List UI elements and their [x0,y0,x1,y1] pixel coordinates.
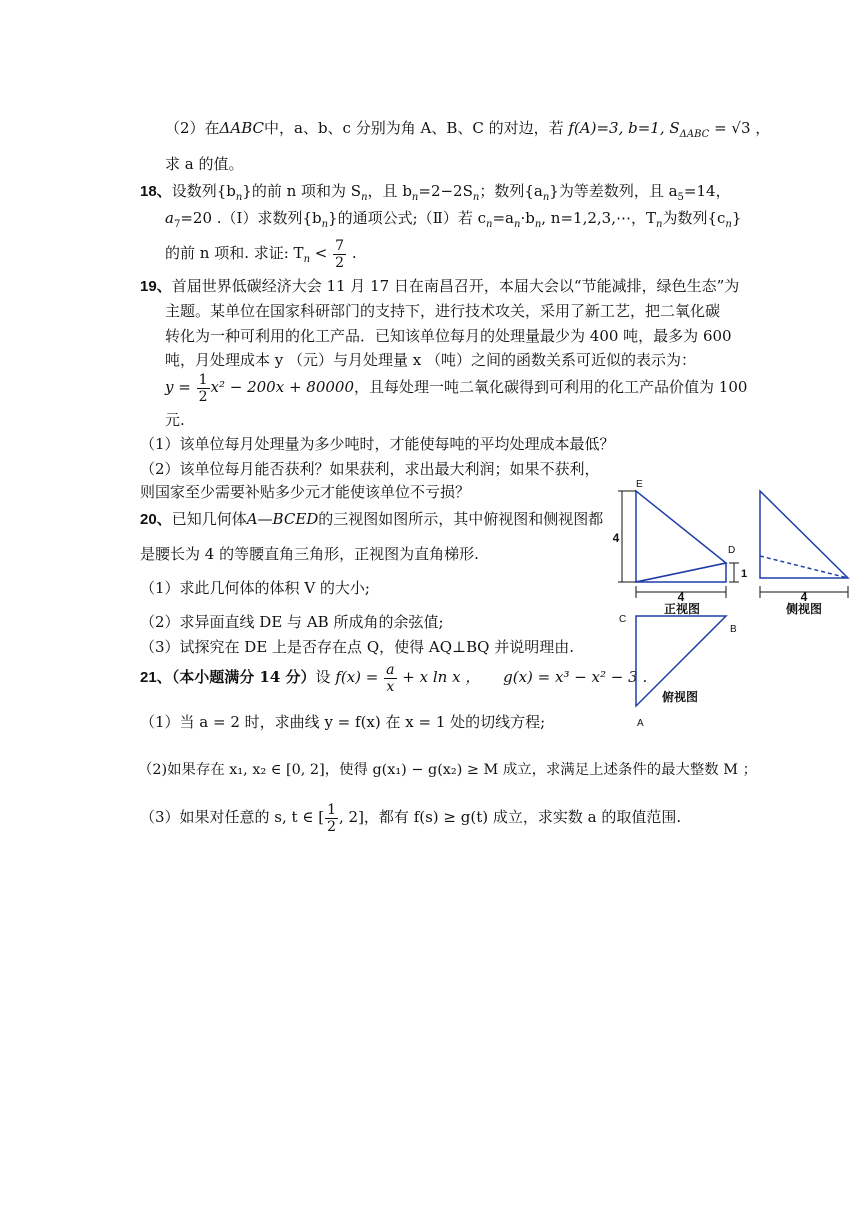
label-A: A [637,718,644,729]
q17-part2-prefix: （2）在 [165,119,220,137]
q19-line3: 转化为一种可利用的化工产品．已知该单位每月的处理量最少为 400 吨，最多为 600 [165,327,732,345]
side-view [760,491,848,578]
q21-g: g(x) = x³ − x² − 3 . [503,668,648,686]
q18-t3: ，且 b [367,182,412,200]
q19-part3: 则国家至少需要补贴多少元才能使该单位不亏损？ [140,483,471,501]
q18-t11: =a [492,209,514,227]
q21-part2: （2)如果存在 x₁, x₂ ∈ [0, 2]，使得 g(x₁) − g(x₂) ≥ M 成立，求满足上述条件的最大整数 M ； [138,762,757,778]
q19-part1: （1）该单位每月处理量为多少吨时，才能使每吨的平均处理成本最低？ [140,435,615,453]
label-D: D [728,545,736,556]
q19-text-5: ，且每处理一吨二氧化碳得到可利用的化工产品价值为 100 [354,378,748,396]
q18-t7: =14， [683,182,731,200]
q19-line5 [165,370,747,405]
q17-condition-sub: ΔABC [679,129,710,140]
label-B: B [730,624,737,635]
q18-t8: a [165,209,174,227]
q18-t12: ·b [520,209,535,227]
q18-t15: } [731,209,742,227]
q18-t1: 设数列{b [171,182,236,200]
q19-eq-rest: x² − 200x + 80000 [210,378,355,396]
q20-t1: 已知几何体 [171,510,247,528]
q19-part2: （2）该单位每月能否获利？如果获利，求出最大利润；如果不获利， [140,460,600,478]
three-view-figure [600,470,860,730]
q21-set: 设 [315,668,331,686]
q18-t4: =2−2S [418,182,473,200]
q18-t9: =20 .（Ⅰ）求数列{b [180,209,322,227]
q18-t16: 的前 n 项和. 求证: T [165,244,304,262]
front-view [636,491,726,582]
dim-4-vertical: 4 [612,531,620,545]
q21-line1 [140,660,647,695]
q18-t2: }的前 n 项和为 S [242,182,362,200]
q17-part2-line1 [165,118,770,145]
q19-eq-num: 1 [198,371,208,388]
q20-number: 20、 [140,511,172,528]
q21-f-right: + x ln x ， [402,668,481,686]
q20-line2: 是腰长为 4 的等腰直角三角形，正视图为直角梯形. [140,545,479,563]
q20-part2: （2）求异面直线 DE 与 AB 所成角的余弦值; [140,613,444,631]
q20-solid-name: A—BCED [246,510,319,528]
q21-p3-right: , 2]，都有 f(s) ≥ g(t) 成立，求实数 a 的取值范围. [339,808,682,826]
q21-number: 21、 [140,669,172,686]
q21-p3-den: 2 [327,818,336,835]
front-caption: 正视图 [663,602,701,616]
side-caption: 侧视图 [785,602,823,616]
dim-1: 1 [741,568,748,580]
q20-line1 [140,509,603,530]
q20-part3: （3）试探究在 DE 上是否存在点 Q，使得 AQ⊥BQ 并说明理由. [140,638,574,656]
q21-part1: （1）当 a = 2 时，求曲线 y = f(x) 在 x = 1 处的切线方程; [140,713,546,731]
label-C: C [619,614,627,625]
q18-t6: }为等差数列，且 a [549,182,678,200]
q18-fraction [333,238,346,271]
dim-4-front: 4 [677,590,685,604]
top-caption: 俯视图 [661,690,699,704]
q18-t10: }的通项公式;（Ⅱ）若 c [328,209,487,227]
q17-triangle: ΔABC [219,119,264,137]
q21-f-num: a [386,661,395,678]
label-E: E [636,479,643,490]
q18-frac-num: 7 [335,237,345,254]
q19-line2: 主题。某单位在国家科研部门的支持下，进行技术攻关，采用了新工艺，把二氧化碳 [165,302,721,320]
dim-4-side: 4 [800,590,808,604]
q19-eq-y: y = [165,378,191,396]
q18-t5: ；数列{a [479,182,543,200]
q17-condition: f(A)=3, b=1, S [568,119,680,137]
q19-line1 [140,276,739,297]
q18-t13: , n=1,2,3,⋯，T [541,209,656,227]
q19-eq-den: 2 [198,388,208,405]
q21-p3-fraction [325,802,338,835]
q18-t14: 为数列{c [662,209,726,227]
q17-part2-text: 中，a、b、c 分别为角 A、B、C 的对边，若 [264,119,564,137]
q18-t18: . [351,244,357,262]
q20-t2: 的三视图如图所示，其中俯视图和侧视图都 [318,510,604,528]
q19-eq-fraction [197,372,210,405]
q18-line1: 18、设数列$\{b_n\}$的前 n 项和为 $S_n$，且 $b_n=2-2S_n$；数列$\{a_n\}$为等差数列，且 $a_5=14$， [140,182,731,203]
q21-f-left: f(x) = [335,668,379,686]
q17-condition-end: = √3 ， [714,119,771,137]
q21-f-den: x [386,678,395,695]
q19-line4: 吨，月处理成本 y （元）与月处理量 x （吨）之间的函数关系可近似的表示为： [165,351,697,369]
q18-frac-den: 2 [335,254,345,271]
q21-part3 [140,800,681,835]
q20-part1: （1）求此几何体的体积 V 的大小; [140,579,370,597]
q21-heading: （本小题满分 14 分） [171,668,316,686]
q18-line3: 的前 n 项和. 求证: $T_n$ < $\frac{7}{2}$ . [165,237,357,271]
q21-f-fraction [384,662,396,695]
q18-number: 18、 [140,183,172,200]
q18-line2: $a_7=20$ .（Ⅰ）求数列$\{b_n\}$的通项公式;（Ⅱ）若 $c_n=a_n\cdot b_n$, n=1,2,3,⋯，$T_n$为数列$\{c_n\}$ [165,209,742,230]
q17-part2-line2: 求 a 的值。 [165,155,244,173]
q21-p3-num: 1 [327,801,336,818]
q19-line6: 元. [165,411,185,429]
q19-text-1: 首届世界低碳经济大会 11 月 17 日在南昌召开，本届大会以“节能减排，绿色生态”为 [171,277,740,295]
q19-number: 19、 [140,278,172,295]
q18-t17: < [314,244,328,262]
q21-p3-left: （3）如果对任意的 s, t ∈ [ [140,808,325,826]
